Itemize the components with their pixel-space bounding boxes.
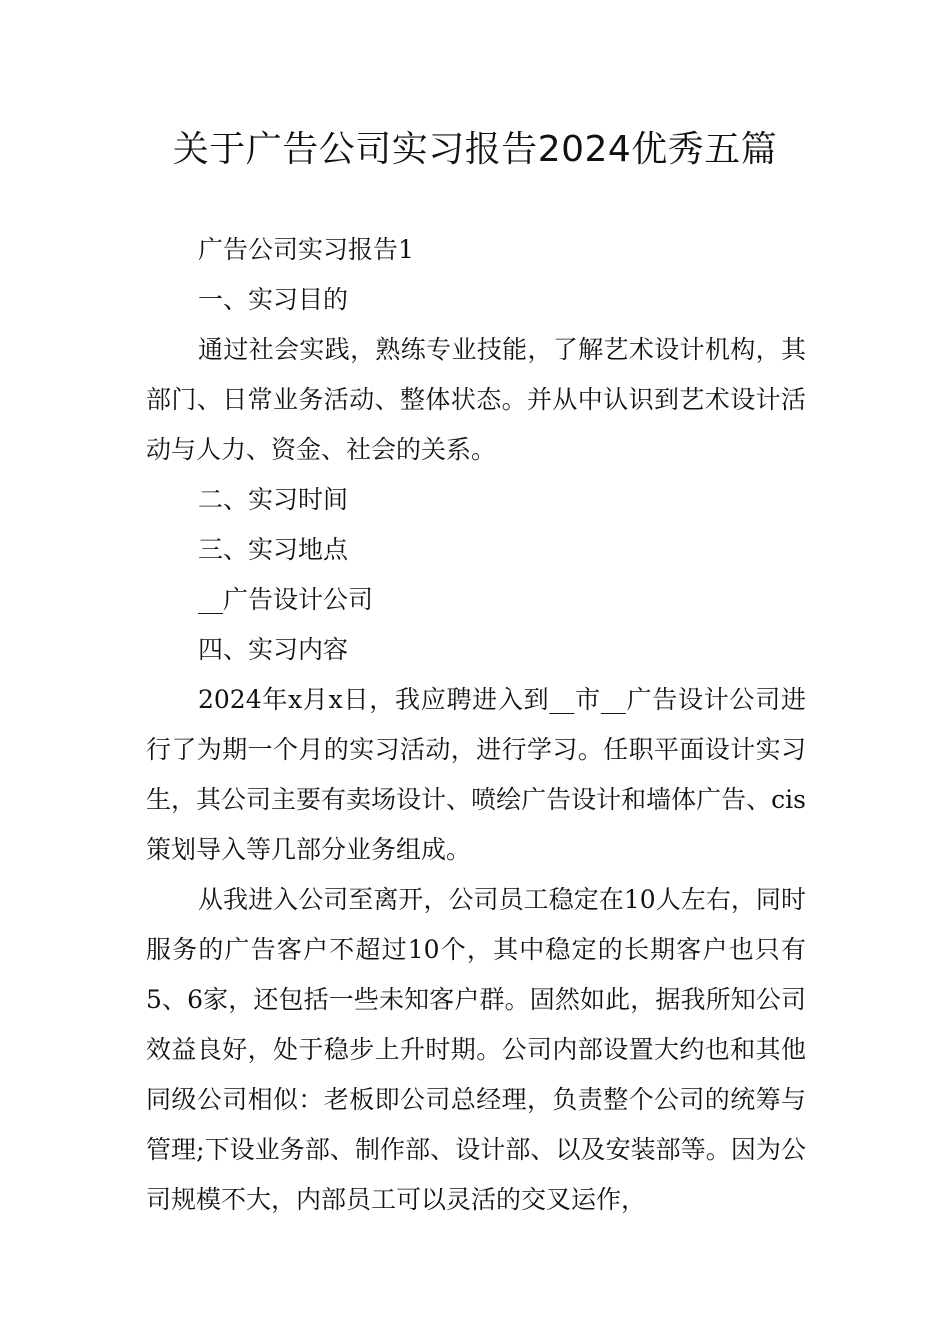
section-heading-time: 二、实习时间 — [198, 485, 349, 514]
section-heading-location: 三、实习地点 — [198, 535, 349, 564]
section-heading-content: 四、实习内容 — [198, 635, 349, 664]
section-heading-purpose: 一、实习目的 — [198, 285, 349, 314]
document-title: 关于广告公司实习报告2024优秀五篇 — [172, 129, 778, 170]
paragraph-purpose: 通过社会实践，熟练专业技能，了解艺术设计机构，其部门、日常业务活动、整体状态。并从中认识到艺术设计活动与人力、资金、社会的关系。 — [146, 335, 806, 464]
paragraph-content-1: 2024年x月x日，我应聘进入到__市__广告设计公司进行了为期一个月的实习活动，进行学习。任职平面设计实习生，其公司主要有卖场设计、喷绘广告设计和墙体广告、cis策划导入等几部分业务组成。 — [146, 685, 806, 864]
paragraph-location: __广告设计公司 — [198, 585, 374, 614]
paragraph-content-2: 从我进入公司至离开，公司员工稳定在10人左右，同时服务的广告客户不超过10个，其中稳定的长期客户也只有5、6家，还包括一些未知客户群。固然如此，据我所知公司效益良好，处于稳步上升时期。公司内部设置大约也和其他同级公司相似：老板即公司总经理，负责整个公司的统筹与管理;下设业务部、制作部、设计部、以及安装部等。因为公司规模不大，内部员工可以灵活的交叉运作， — [146, 885, 806, 1214]
report-heading: 广告公司实习报告1 — [198, 235, 414, 264]
document-body — [146, 225, 806, 1225]
